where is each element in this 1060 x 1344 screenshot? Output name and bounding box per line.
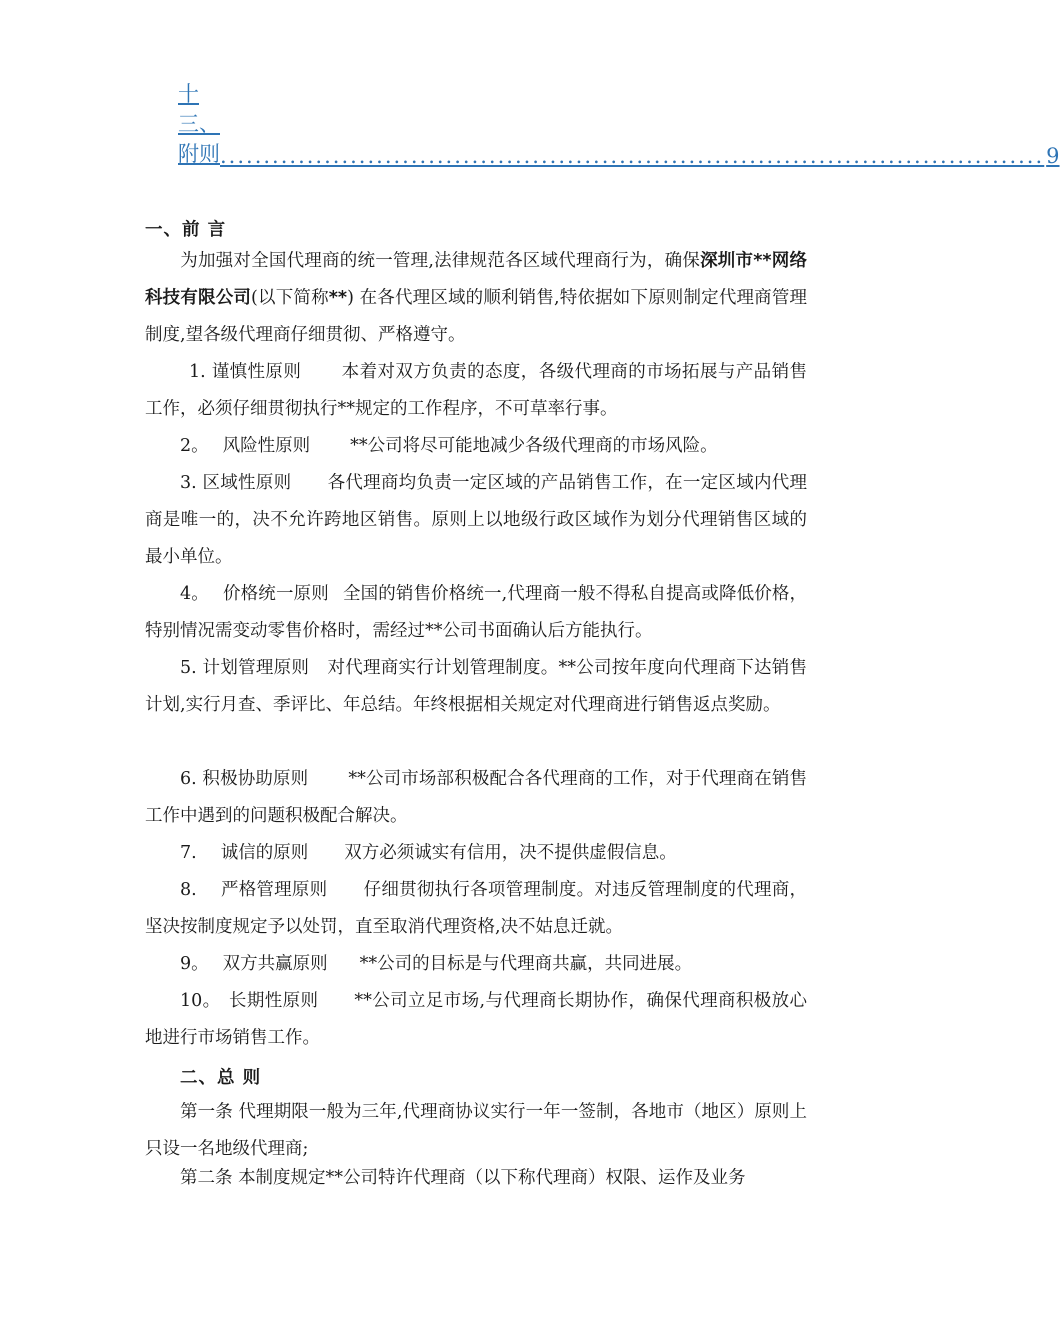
principle-item: [145, 576, 807, 650]
principle-text: **公司的目标是与代理商共赢，共同进展。: [359, 954, 693, 974]
principle-item: [145, 983, 807, 1057]
toc-leader-dots: ...............................................................................................: [220, 144, 1045, 168]
preface-intro-paragraph: [145, 243, 807, 354]
principle-text: **公司立足市场,与代理商长期协作，确保代理商积极放心地进行市场销售工作。: [145, 991, 808, 1048]
principle-item: [145, 872, 807, 946]
principle-number: 2。: [180, 436, 209, 456]
toc-entry-label: 十三、附则: [178, 82, 220, 166]
principle-name: 谨慎性原则: [211, 362, 302, 382]
intro-text-2: (以下简称: [251, 288, 329, 308]
principle-item: [145, 946, 807, 983]
principle-number: 10。: [180, 991, 221, 1011]
principle-text: 各代理商均负责一定区域的产品销售工作，在一定区域内代理商是唯一的，决不允许跨地区销售。原则上以地级行政区域作为划分代理销售区域的最小单位。: [145, 473, 807, 567]
intro-text-1: 为加强对全国代理商的统一管理,法律规范各区域代理商行为，确保: [180, 251, 701, 271]
principle-number: 6.: [180, 769, 197, 789]
principle-item: [145, 761, 807, 835]
principle-name: 积极协助原则: [202, 769, 309, 789]
company-name: 深圳市**网络科技有限公司: [145, 251, 807, 308]
principle-text: 全国的销售价格统一,代理商一般不得私自提高或降低价格，特别情况需变动零售价格时，需经过**公司书面确认后方能执行。: [145, 584, 808, 641]
principle-text: 对代理商实行计划管理制度。**公司按年度向代理商下达销售计划,实行月查、季评比、年总结。年终根据相关规定对代理商进行销售返点奖励。: [145, 658, 808, 715]
principle-number: 1.: [189, 362, 206, 382]
principle-number: 7.: [180, 843, 197, 863]
principle-name: 计划管理原则: [202, 658, 310, 678]
principle-item: [145, 650, 807, 724]
principle-number: 8.: [180, 880, 197, 900]
principle-text: 双方必须诚实有信用，决不提供虚假信息。: [344, 843, 677, 863]
principle-name: 双方共赢原则: [222, 954, 328, 974]
section-heading-general: 二、总 则: [180, 1068, 262, 1088]
principle-item: [145, 835, 807, 872]
principle-text: **公司市场部积极配合各代理商的工作，对于代理商在销售工作中遇到的问题积极配合解决。: [145, 769, 807, 826]
intro-text-3: ) 在各代理区域的顺利销售,特依据如下原则制定代理商管理制度,望各级代理商仔细贯彻、严格遵守。: [145, 288, 808, 345]
toc-entry-appendix[interactable]: [178, 82, 1060, 168]
principle-number: 5.: [180, 658, 197, 678]
principle-item: [145, 428, 807, 465]
principle-name: 严格管理原则: [220, 880, 328, 900]
principle-number: 3.: [180, 473, 197, 493]
article-2-paragraph: [145, 1160, 807, 1197]
principle-name: 区域性原则: [202, 473, 292, 493]
section-heading-preface: 一、前 言: [145, 220, 227, 240]
principle-item: [145, 354, 807, 428]
article-1-paragraph: [145, 1094, 807, 1168]
principle-text: 仔细贯彻执行各项管理制度。对违反管理制度的代理商，坚决按制度规定予以处罚，直至取消代理资格,决不姑息迁就。: [145, 880, 808, 937]
principle-number: 9。: [180, 954, 209, 974]
principle-number: 4。: [180, 584, 209, 604]
company-short-name: **: [328, 288, 348, 308]
principle-text: 本着对双方负责的态度，各级代理商的市场拓展与产品销售工作，必须仔细贯彻执行**规定的工作程序，不可草率行事。: [145, 362, 808, 419]
article-2-text: 第二条 本制度规定**公司特许代理商（以下称代理商）权限、运作及业务: [180, 1168, 746, 1188]
article-1-text: 第一条 代理期限一般为三年,代理商协议实行一年一签制，各地市（地区）原则上只设一名地级代理商;: [145, 1102, 807, 1159]
principle-name: 风险性原则: [222, 436, 311, 456]
principle-name: 诚信的原则: [220, 843, 309, 863]
principle-text: **公司将尽可能地减少各级代理商的市场风险。: [350, 436, 718, 456]
principle-item: [145, 465, 807, 576]
principle-name: 价格统一原则: [222, 584, 329, 604]
principle-name: 长期性原则: [228, 991, 319, 1011]
toc-page-number: 9: [1046, 144, 1060, 168]
